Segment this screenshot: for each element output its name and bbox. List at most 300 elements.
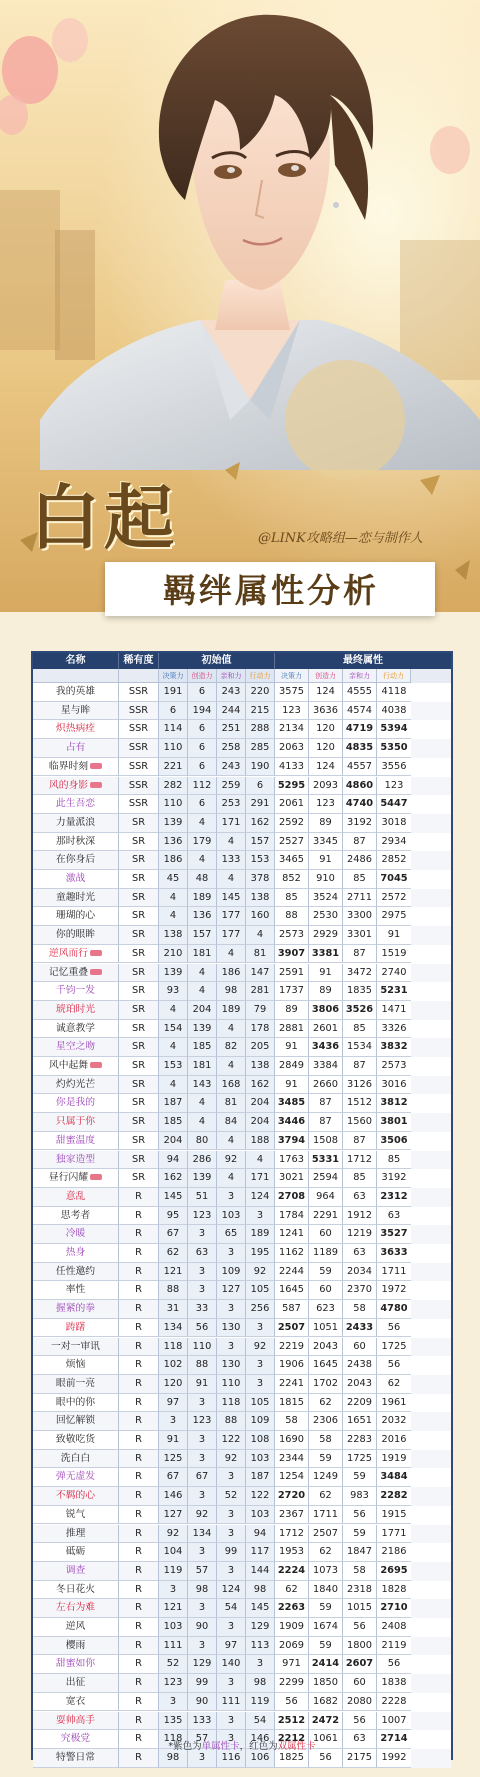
final-value-cell: 5231: [377, 982, 411, 1001]
limited-tag-icon: [90, 1174, 102, 1180]
rarity-cell: SR: [119, 1169, 159, 1188]
rarity-cell: SR: [119, 1038, 159, 1057]
table-row: [33, 1618, 451, 1637]
final-value-cell: 3345: [309, 833, 343, 852]
final-value-cell: 124: [309, 683, 343, 702]
initial-value-cell: 99: [188, 1674, 217, 1693]
rarity-cell: SSR: [119, 683, 159, 702]
rarity-cell: R: [119, 1543, 159, 1562]
final-value-cell: 3472: [343, 964, 377, 983]
rarity-cell: R: [119, 1281, 159, 1300]
final-value-cell: 2224: [275, 1562, 309, 1581]
card-name: 逆风: [65, 1621, 86, 1632]
table-row: [33, 1263, 451, 1282]
final-value-cell: 56: [377, 1655, 411, 1674]
card-name: 星与眸: [60, 704, 91, 716]
initial-value-cell: 103: [246, 1450, 275, 1469]
initial-value-cell: 3: [217, 1618, 246, 1637]
card-name: 冬日花火: [55, 1583, 96, 1595]
initial-value-cell: 54: [217, 1599, 246, 1618]
rarity-cell: R: [119, 1599, 159, 1618]
table-row: [33, 1412, 451, 1431]
initial-value-cell: 124: [217, 1581, 246, 1600]
table-row: [33, 889, 451, 908]
card-name-cell: [33, 1599, 119, 1618]
card-name-cell: [33, 1674, 119, 1693]
table-row: [33, 702, 451, 721]
card-name-cell: [33, 720, 119, 739]
table-row: [33, 739, 451, 758]
card-name: 甜蜜温度: [55, 1134, 96, 1146]
final-value-cell: 3485: [275, 1094, 309, 1113]
initial-value-cell: 52: [217, 1487, 246, 1506]
final-value-cell: 3381: [309, 945, 343, 964]
final-value-cell: 1784: [275, 1207, 309, 1226]
rarity-cell: R: [119, 1356, 159, 1375]
initial-value-cell: 130: [217, 1356, 246, 1375]
subheader-attr: 创造力: [309, 669, 343, 683]
initial-value-cell: 140: [217, 1655, 246, 1674]
rarity-cell: R: [119, 1244, 159, 1263]
initial-value-cell: 92: [246, 1263, 275, 1282]
rarity-cell: R: [119, 1749, 159, 1768]
initial-value-cell: 62: [159, 1244, 188, 1263]
limited-tag-icon: [90, 950, 102, 956]
initial-value-cell: 116: [217, 1749, 246, 1768]
initial-value-cell: 103: [217, 1207, 246, 1226]
initial-value-cell: 92: [217, 1450, 246, 1469]
final-value-cell: 2849: [275, 1057, 309, 1076]
initial-value-cell: 4: [217, 1057, 246, 1076]
initial-value-cell: 186: [159, 851, 188, 870]
initial-value-cell: 3: [217, 1674, 246, 1693]
initial-value-cell: 127: [159, 1506, 188, 1525]
initial-value-cell: 105: [246, 1394, 275, 1413]
initial-value-cell: 3: [246, 1655, 275, 1674]
initial-value-cell: 3: [188, 1543, 217, 1562]
final-value-cell: 1162: [275, 1244, 309, 1263]
table-row: [33, 1281, 451, 1300]
card-name-cell: [33, 889, 119, 908]
card-name-cell: [33, 1319, 119, 1338]
final-value-cell: 1254: [275, 1468, 309, 1487]
final-value-cell: 4118: [377, 683, 411, 702]
card-name-cell: [33, 1057, 119, 1076]
initial-value-cell: 256: [246, 1300, 275, 1319]
final-value-cell: 4835: [343, 739, 377, 758]
table-row: [33, 1020, 451, 1039]
initial-value-cell: 187: [159, 1094, 188, 1113]
final-value-cell: 3301: [343, 926, 377, 945]
final-value-cell: 2209: [343, 1394, 377, 1413]
final-value-cell: 1702: [309, 1375, 343, 1394]
rarity-cell: R: [119, 1188, 159, 1207]
initial-value-cell: 119: [159, 1562, 188, 1581]
rarity-cell: R: [119, 1225, 159, 1244]
limited-tag-icon: [90, 969, 102, 975]
card-name: 甜蜜如你: [55, 1658, 96, 1670]
card-name-cell: [33, 1076, 119, 1095]
subheader-blank: [119, 669, 159, 683]
table-row: [33, 1225, 451, 1244]
rarity-cell: R: [119, 1319, 159, 1338]
final-value-cell: 56: [377, 1319, 411, 1338]
initial-value-cell: 3: [159, 1693, 188, 1712]
final-value-cell: 2061: [275, 795, 309, 814]
rarity-cell: SR: [119, 851, 159, 870]
final-value-cell: 3446: [275, 1113, 309, 1132]
initial-value-cell: 259: [217, 777, 246, 796]
final-value-cell: 58: [343, 1300, 377, 1319]
final-value-cell: 62: [309, 1394, 343, 1413]
initial-value-cell: 121: [159, 1263, 188, 1282]
final-value-cell: 3633: [377, 1244, 411, 1263]
initial-value-cell: 3: [188, 1431, 217, 1450]
rarity-cell: SR: [119, 1057, 159, 1076]
table-row: [33, 683, 451, 702]
card-name: 耍帅高手: [55, 1714, 96, 1726]
final-value-cell: 2711: [343, 889, 377, 908]
initial-value-cell: 92: [246, 1338, 275, 1357]
final-value-cell: 623: [309, 1300, 343, 1319]
card-name-cell: [33, 1225, 119, 1244]
final-value-cell: 3575: [275, 683, 309, 702]
card-name: 洗白白: [60, 1452, 91, 1464]
final-value-cell: 56: [343, 1618, 377, 1637]
table-row: [33, 1356, 451, 1375]
initial-value-cell: 4: [159, 1001, 188, 1020]
initial-value-cell: 204: [159, 1132, 188, 1151]
final-value-cell: 87: [343, 945, 377, 964]
initial-value-cell: 3: [159, 1581, 188, 1600]
rarity-cell: SR: [119, 1076, 159, 1095]
final-value-cell: 2283: [343, 1431, 377, 1450]
initial-value-cell: 123: [188, 1412, 217, 1431]
card-name: 回忆解锁: [55, 1415, 96, 1427]
initial-value-cell: 157: [246, 833, 275, 852]
initial-value-cell: 6: [246, 777, 275, 796]
table-row: [33, 1712, 451, 1731]
initial-value-cell: 4: [159, 889, 188, 908]
final-value-cell: 88: [275, 907, 309, 926]
initial-value-cell: 52: [159, 1655, 188, 1674]
initial-value-cell: 4: [217, 1132, 246, 1151]
card-name-cell: [33, 758, 119, 777]
table-row: [33, 777, 451, 796]
initial-value-cell: 118: [159, 1730, 188, 1749]
card-name-cell: [33, 1506, 119, 1525]
card-name-cell: [33, 870, 119, 889]
card-name: 星空之吻: [55, 1041, 96, 1053]
initial-value-cell: 106: [246, 1749, 275, 1768]
final-value-cell: 62: [309, 1543, 343, 1562]
rarity-cell: SR: [119, 889, 159, 908]
final-value-cell: 87: [309, 1094, 343, 1113]
card-name: 风的身影: [48, 779, 89, 791]
final-value-cell: 63: [343, 1244, 377, 1263]
initial-value-cell: 251: [217, 720, 246, 739]
card-name: 激战: [65, 873, 86, 884]
initial-value-cell: 81: [217, 1094, 246, 1113]
card-name-cell: [33, 1281, 119, 1300]
header-final: 最终属性: [343, 655, 383, 666]
bond-attribute-table: [31, 651, 453, 1763]
initial-value-cell: 122: [217, 1431, 246, 1450]
table-row: [33, 1431, 451, 1450]
card-name-cell: [33, 1020, 119, 1039]
footnote-middle: ，红色为: [239, 1741, 278, 1752]
rarity-cell: SSR: [119, 720, 159, 739]
initial-value-cell: 3: [188, 1599, 217, 1618]
final-value-cell: 1711: [377, 1263, 411, 1282]
initial-value-cell: 145: [217, 889, 246, 908]
table-row: [33, 1468, 451, 1487]
initial-value-cell: 114: [159, 720, 188, 739]
final-value-cell: 1972: [377, 1281, 411, 1300]
rarity-cell: SSR: [119, 795, 159, 814]
final-value-cell: 59: [309, 1263, 343, 1282]
initial-value-cell: 139: [188, 1169, 217, 1188]
card-name-cell: [33, 982, 119, 1001]
final-value-cell: 1690: [275, 1431, 309, 1450]
final-value-cell: 5394: [377, 720, 411, 739]
final-value-cell: 1645: [309, 1356, 343, 1375]
initial-value-cell: 6: [188, 683, 217, 702]
final-value-cell: 2929: [309, 926, 343, 945]
rarity-cell: SR: [119, 1151, 159, 1170]
final-value-cell: 63: [377, 1207, 411, 1226]
initial-value-cell: 136: [188, 907, 217, 926]
initial-value-cell: 204: [188, 1001, 217, 1020]
initial-value-cell: 3: [246, 1356, 275, 1375]
final-value-cell: 2282: [377, 1487, 411, 1506]
final-value-cell: 1219: [343, 1225, 377, 1244]
final-value-cell: 3126: [343, 1076, 377, 1095]
final-value-cell: 3436: [309, 1038, 343, 1057]
initial-value-cell: 98: [246, 1674, 275, 1693]
initial-value-cell: 3: [188, 1225, 217, 1244]
final-value-cell: 3021: [275, 1169, 309, 1188]
initial-value-cell: 67: [159, 1468, 188, 1487]
initial-value-cell: 6: [188, 795, 217, 814]
final-value-cell: 2134: [275, 720, 309, 739]
card-name-cell: [33, 1450, 119, 1469]
final-value-cell: 2512: [275, 1712, 309, 1731]
header-rarity: 稀有度: [119, 653, 159, 669]
final-value-cell: 5331: [309, 1151, 343, 1170]
final-value-cell: 58: [275, 1412, 309, 1431]
final-value-cell: 1828: [377, 1581, 411, 1600]
final-value-cell: 2438: [343, 1356, 377, 1375]
final-value-cell: 89: [309, 982, 343, 1001]
final-value-cell: 1015: [343, 1599, 377, 1618]
initial-value-cell: 95: [159, 1207, 188, 1226]
final-value-cell: 87: [309, 1113, 343, 1132]
rarity-cell: R: [119, 1468, 159, 1487]
initial-value-cell: 4: [217, 945, 246, 964]
card-name-cell: [33, 907, 119, 926]
table-row: [33, 1132, 451, 1151]
final-value-cell: 2607: [343, 1655, 377, 1674]
card-name-cell: [33, 702, 119, 721]
initial-value-cell: 94: [159, 1151, 188, 1170]
initial-value-cell: 120: [159, 1375, 188, 1394]
initial-value-cell: 171: [246, 1169, 275, 1188]
final-value-cell: 1725: [377, 1338, 411, 1357]
final-value-cell: 123: [309, 795, 343, 814]
final-value-cell: 1992: [377, 1749, 411, 1768]
card-name: 诚意教学: [55, 1022, 96, 1034]
rarity-cell: SR: [119, 926, 159, 945]
initial-value-cell: 3: [188, 1450, 217, 1469]
final-value-cell: 4780: [377, 1300, 411, 1319]
card-name: 童趣时光: [55, 891, 96, 903]
initial-value-cell: 4: [188, 1113, 217, 1132]
rarity-cell: SR: [119, 1001, 159, 1020]
initial-value-cell: 88: [217, 1412, 246, 1431]
initial-value-cell: 162: [246, 1076, 275, 1095]
final-value-cell: 60: [309, 1281, 343, 1300]
final-value-cell: 59: [309, 1450, 343, 1469]
initial-value-cell: 97: [159, 1394, 188, 1413]
initial-value-cell: 253: [217, 795, 246, 814]
card-name-cell: [33, 1412, 119, 1431]
card-name: 锐气: [65, 1508, 86, 1520]
initial-value-cell: 92: [217, 1151, 246, 1170]
rarity-cell: SR: [119, 1132, 159, 1151]
final-value-cell: 2708: [275, 1188, 309, 1207]
final-value-cell: 2573: [377, 1057, 411, 1076]
rarity-cell: R: [119, 1207, 159, 1226]
initial-value-cell: 3: [188, 1749, 217, 1768]
initial-value-cell: 118: [217, 1394, 246, 1413]
initial-value-cell: 291: [246, 795, 275, 814]
card-name: 意乱: [65, 1190, 86, 1202]
final-value-cell: 1737: [275, 982, 309, 1001]
rarity-cell: R: [119, 1730, 159, 1749]
initial-value-cell: 90: [188, 1618, 217, 1637]
rarity-cell: R: [119, 1263, 159, 1282]
rarity-cell: R: [119, 1450, 159, 1469]
final-value-cell: 1249: [309, 1468, 343, 1487]
card-name-cell: [33, 739, 119, 758]
initial-value-cell: 3: [188, 1281, 217, 1300]
final-value-cell: 2241: [275, 1375, 309, 1394]
final-value-cell: 91: [275, 1038, 309, 1057]
card-name-cell: [33, 683, 119, 702]
final-value-cell: 3484: [377, 1468, 411, 1487]
table-row: [33, 1207, 451, 1226]
initial-value-cell: 109: [217, 1263, 246, 1282]
credit-text: @LINK攻略组—恋与制作人: [258, 531, 423, 546]
table-row: [33, 1581, 451, 1600]
final-value-cell: 3300: [343, 907, 377, 926]
card-name: 千钧一发: [55, 985, 96, 997]
initial-value-cell: 285: [246, 739, 275, 758]
rarity-cell: SSR: [119, 758, 159, 777]
final-value-cell: 85: [377, 1151, 411, 1170]
table-row: [33, 945, 451, 964]
final-value-cell: 2043: [309, 1338, 343, 1357]
initial-value-cell: 67: [159, 1225, 188, 1244]
initial-value-cell: 98: [246, 1581, 275, 1600]
rarity-cell: SR: [119, 1020, 159, 1039]
final-value-cell: 63: [343, 1730, 377, 1749]
initial-value-cell: 144: [246, 1562, 275, 1581]
rarity-cell: SSR: [119, 777, 159, 796]
initial-value-cell: 181: [188, 945, 217, 964]
initial-value-cell: 133: [188, 1712, 217, 1731]
initial-value-cell: 123: [159, 1674, 188, 1693]
initial-value-cell: 84: [217, 1113, 246, 1132]
final-value-cell: 89: [309, 814, 343, 833]
initial-value-cell: 186: [217, 964, 246, 983]
table-row: [33, 1506, 451, 1525]
card-name-cell: [33, 1431, 119, 1450]
final-value-cell: 91: [377, 926, 411, 945]
card-name-cell: [33, 1581, 119, 1600]
card-name: 炽热病痊: [55, 723, 96, 735]
table-row: [33, 1543, 451, 1562]
initial-value-cell: 91: [159, 1431, 188, 1450]
card-name-cell: [33, 1375, 119, 1394]
final-value-cell: 3526: [343, 1001, 377, 1020]
final-value-cell: 4557: [343, 758, 377, 777]
final-value-cell: 87: [343, 1057, 377, 1076]
table-row: [33, 1375, 451, 1394]
initial-value-cell: 63: [188, 1244, 217, 1263]
initial-value-cell: 138: [246, 1057, 275, 1076]
table-row: [33, 833, 451, 852]
initial-value-cell: 378: [246, 870, 275, 889]
card-name: 率性: [65, 1284, 86, 1296]
final-value-cell: 62: [275, 1581, 309, 1600]
card-name-cell: [33, 1001, 119, 1020]
initial-value-cell: 118: [159, 1338, 188, 1357]
final-value-cell: 2594: [309, 1169, 343, 1188]
rarity-cell: R: [119, 1431, 159, 1450]
final-value-cell: 58: [343, 1562, 377, 1581]
final-value-cell: 1906: [275, 1356, 309, 1375]
table-row: [33, 1637, 451, 1656]
table-row: [33, 1188, 451, 1207]
final-value-cell: 5350: [377, 739, 411, 758]
initial-value-cell: 108: [246, 1431, 275, 1450]
initial-value-cell: 195: [246, 1244, 275, 1263]
initial-value-cell: 51: [188, 1188, 217, 1207]
final-value-cell: 2370: [343, 1281, 377, 1300]
initial-value-cell: 123: [188, 1207, 217, 1226]
initial-value-cell: 191: [159, 683, 188, 702]
final-value-cell: 1051: [309, 1319, 343, 1338]
initial-value-cell: 6: [188, 758, 217, 777]
initial-value-cell: 93: [159, 982, 188, 1001]
initial-value-cell: 6: [188, 739, 217, 758]
card-name-cell: [33, 1113, 119, 1132]
limited-tag-icon: [90, 782, 102, 788]
initial-value-cell: 177: [217, 926, 246, 945]
card-name: 推理: [65, 1527, 86, 1539]
card-name: 记忆重叠: [48, 966, 89, 978]
initial-value-cell: 98: [217, 982, 246, 1001]
initial-value-cell: 3: [188, 1487, 217, 1506]
final-value-cell: 2119: [377, 1637, 411, 1656]
final-value-cell: 2881: [275, 1020, 309, 1039]
initial-value-cell: 139: [159, 814, 188, 833]
final-value-cell: 2244: [275, 1263, 309, 1282]
final-value-cell: 2975: [377, 907, 411, 926]
initial-value-cell: 3: [188, 1637, 217, 1656]
